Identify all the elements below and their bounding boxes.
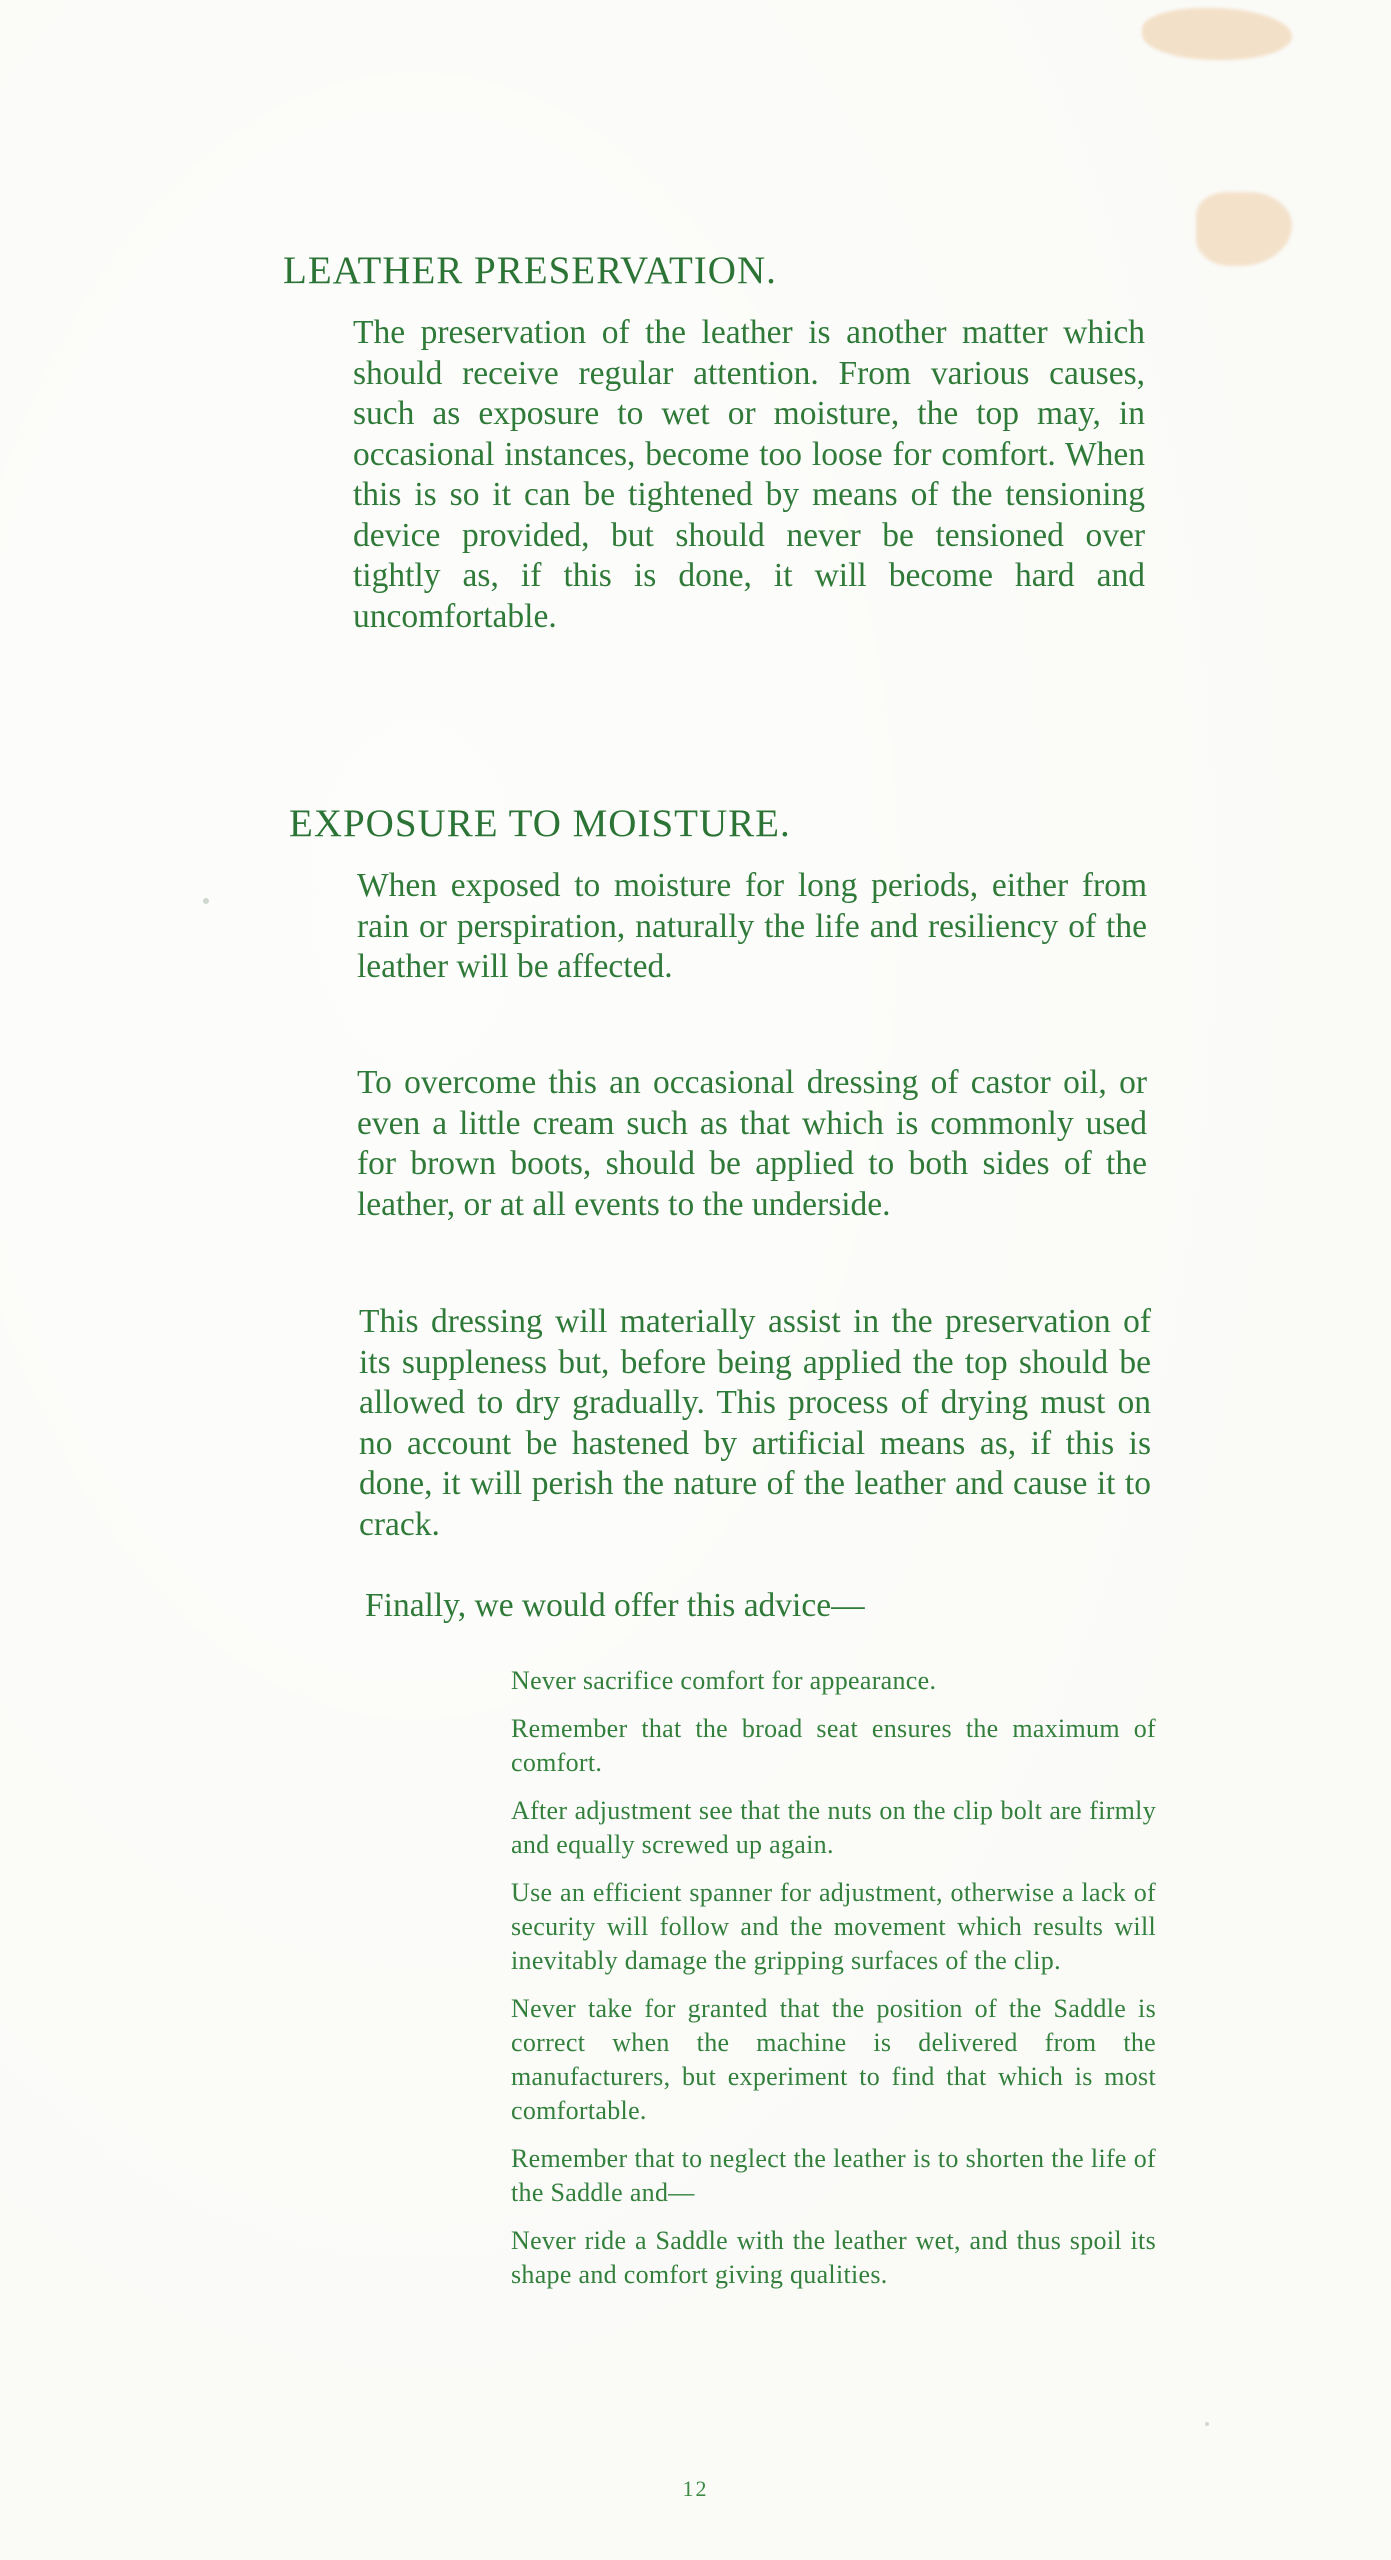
advice-item: Remember that to neglect the leather is to shorten the life of the Saddle and— xyxy=(511,2144,1156,2207)
advice-intro: Finally, we would offer this advice— xyxy=(365,1587,865,1624)
paper-speck xyxy=(203,898,209,904)
paragraph-exposure-1: When exposed to moisture for long periods, either from rain or perspiration, naturally the life and resiliency of the leather will be affected. xyxy=(357,867,1147,985)
paragraph-exposure-2: To overcome this an occasional dressing of castor oil, or even a little cream such as that which is commonly used for brown boots, should be applied to both sides of the leather, or at all events to the underside. xyxy=(357,1064,1147,1223)
advice-item: Never sacrifice comfort for appearance. xyxy=(511,1666,937,1695)
advice-item: Use an efficient spanner for adjustment, otherwise a lack of security will follow and the movement which results will inevitably damage the gripping surfaces of the clip. xyxy=(511,1878,1156,1975)
advice-item: After adjustment see that the nuts on the clip bolt are firmly and equally screwed up again. xyxy=(511,1796,1156,1859)
section-heading-exposure-to-moisture: EXPOSURE TO MOISTURE. xyxy=(289,802,791,845)
paragraph-leather-preservation: The preservation of the leather is another matter which should receive regular attention. From various causes, such as exposure to wet or moisture, the top may, in occasional instances, become too loose for comfort. When this is so it can be tightened by means of the tensioning device provided, but should never be tensioned over tightly as, if this is done, it will become hard and uncomfortable. xyxy=(353,314,1145,635)
paper-stain xyxy=(1142,8,1292,60)
section-heading-leather-preservation: LEATHER PRESERVATION. xyxy=(283,249,777,292)
paper-stain xyxy=(1196,192,1292,266)
paper-speck xyxy=(1205,2422,1209,2426)
advice-item: Remember that the broad seat ensures the maximum of comfort. xyxy=(511,1714,1156,1777)
advice-list xyxy=(511,1664,1156,2306)
advice-item: Never ride a Saddle with the leather wet, and thus spoil its shape and comfort giving qualities. xyxy=(511,2226,1156,2289)
page-number: 12 xyxy=(682,2476,709,2501)
advice-item: Never take for granted that the position of the Saddle is correct when the machine is delivered from the manufacturers, but experiment to find that which is most comfortable. xyxy=(511,1994,1156,2125)
paragraph-exposure-3: This dressing will materially assist in the preservation of its suppleness but, before being applied the top should be allowed to dry gradually. This process of drying must on no account be hastened by artificial means as, if this is done, it will perish the nature of the leather and cause it to crack. xyxy=(359,1303,1151,1543)
